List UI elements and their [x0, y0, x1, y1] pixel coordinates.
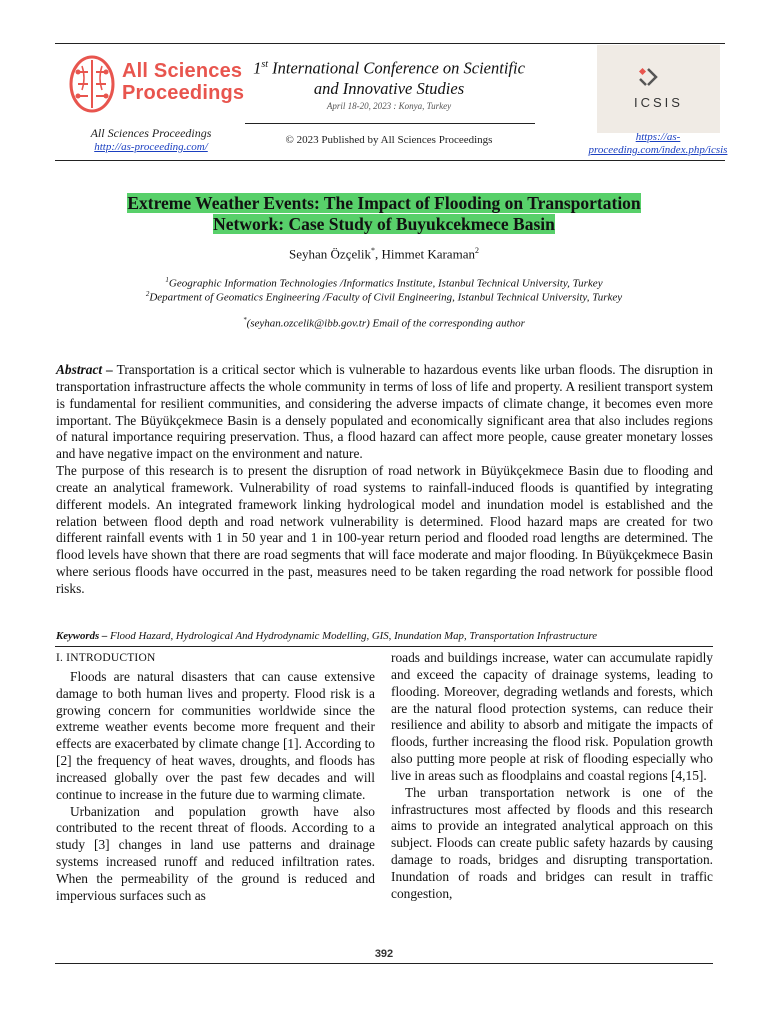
affiliation-1-mark: 1: [165, 276, 169, 284]
all-sciences-logo: [68, 54, 245, 118]
conf-title-line-2: and Innovative Studies: [313, 78, 465, 98]
affiliation-2: [56, 290, 712, 304]
header-mid-rule: [245, 123, 535, 124]
publisher-link[interactable]: http://as-proceeding.com/: [94, 141, 208, 153]
icsis-link-line-2: proceeding.com/index.php/icsis: [588, 144, 728, 156]
conf-title-line-1: International Conference on Scientific: [268, 58, 525, 78]
section-heading-introduction: I. INTRODUCTION: [56, 652, 156, 664]
conference-date: April 18-20, 2023 : Konya, Turkey: [326, 101, 452, 111]
affiliation-1-text: Geographic Information Technologies /Informatics Institute, Istanbul Technical University, Turkey: [168, 277, 603, 290]
affiliation-2-mark: 2: [145, 290, 150, 298]
conf-ordinal: 1: [253, 58, 262, 78]
conference-title: [248, 55, 530, 99]
icsis-link-line-1: https://as-: [635, 131, 681, 143]
affiliation-1: [56, 276, 712, 290]
logo-line-2: Proceedings: [122, 82, 245, 104]
icsis-label: ICSIS: [634, 95, 683, 110]
keywords: [56, 630, 713, 642]
abstract-paragraph-2: The purpose of this research is to present the disruption of road network in Büyükçekmece Basin due to flooding and create an analytical framework. Vulnerability of road systems to rainfall-induced floods is quantified by integrating different models. An integrated framework linking hydrological model and inundation model is established and the relation between flood depth and road network vulnerability is determined. Flood hazard maps are created for two different rainfall events with 1 in 50 year and 1 in 100-year return period and flooded road lengths are determined. The flood levels have shown that there are road segments that will face moderate and major flooding. In Büyükçekmece Basin where serious floods have occurred in the past, measures need to be taken regarding the road network for possible flood risks.: [56, 463, 713, 596]
author-1-mark: *: [370, 246, 375, 255]
icsis-link[interactable]: [568, 131, 748, 157]
paper-title-line-2: Network: Case Study of Buyukcekmece Basin: [213, 214, 555, 234]
page-number: 392: [374, 948, 394, 960]
abstract-paragraph-1: [56, 362, 713, 463]
intro-paragraph-3: roads and buildings increase, water can accumulate rapidly and exceed the capacity of drainage systems, leading to flooding. Moreover, degrading wetlands and forests, which are the natural flood protection systems, can reduce their resilience and ability to absorb and mitigate the impacts of floods, further increasing the flood risk. Population growth also putting more people at risk of flooding especially who live in areas such as floodplains and coastal regions [4,15].: [391, 650, 713, 783]
brain-circuit-icon: [68, 54, 118, 116]
corresponding-email: [56, 316, 712, 330]
author-2-mark: 2: [474, 246, 479, 255]
intro-paragraph-2: Urbanization and population growth have also contributed to the recent threat of floods. According to a study [3] changes in land use patterns and drainage systems increased runoff and reduced infiltration rates. When the permeability of the ground is reduced and impervious surfaces such as: [56, 803, 375, 903]
footer-rule: [55, 963, 713, 964]
author-2: , Himmet Karaman: [374, 246, 475, 262]
keywords-rule: [55, 646, 713, 647]
icsis-emblem-icon: [636, 65, 660, 89]
abstract-label: Abstract –: [56, 362, 113, 377]
paper-title-line-1: Extreme Weather Events: The Impact of Flooding on Transportation: [127, 193, 641, 213]
publisher-name: All Sciences Proceedings: [90, 126, 212, 140]
abstract-text-1: Transportation is a critical sector which is vulnerable to hazardous events like urban floods. The disruption in transportation infrastructure affects the whole community in terms of loss of life and property. A resilient transport system is fundamental for resilient communities, and considering the adverse impacts of climate change, it becomes even more important. The Büyükçekmece Basin is a densely populated and economically significant area that also includes regions of natural importance requiring preservation. Thus, a flood hazard can affect more people, cause greater monetary losses and have negative impact on the environment and nature.: [56, 362, 713, 462]
conf-ordinal-suffix: st: [261, 59, 268, 70]
abstract: [56, 362, 713, 598]
left-column: [56, 650, 375, 905]
affiliation-2-text: Department of Geomatics Engineering /Faculty of Civil Engineering, Istanbul Technical University, Turkey: [149, 291, 623, 304]
header-top-rule: [55, 43, 725, 44]
logo-wordmark: [122, 60, 244, 104]
intro-paragraph-4: The urban transportation network is one of the infrastructures most affected by floods and this research aims to provide an integrated analytical approach on this subject. Floods can create public safety hazards by causing damage to roads, bridges and disrupting transportation. Inundation of roads and bridges can result in traffic congestion,: [391, 784, 713, 901]
intro-paragraph-1: Floods are natural disasters that can cause extensive damage to both human lives and property. Flood risk is a growing concern for communities worldwide since the extreme weather events become more frequent and their effects are exacerbated by climate change [1]. According to [2] the frequency of heat waves, droughts, and floods has increased globally over the past few decades and will continue to increase in the future due to warming climate.: [56, 668, 375, 802]
copyright-notice: © 2023 Published by All Sciences Proceedings: [285, 134, 493, 146]
email-text: (seyhan.ozcelik@ibb.gov.tr) Email of the corresponding author: [246, 317, 525, 330]
keywords-text: Flood Hazard, Hydrological And Hydrodynamic Modelling, GIS, Inundation Map, Transportation Infrastructure: [107, 630, 598, 642]
paper-title: [56, 193, 712, 235]
right-column: [391, 650, 713, 903]
keywords-label: Keywords –: [56, 630, 108, 642]
icsis-logo: [597, 45, 720, 133]
author-1: Seyhan Özçelik: [289, 246, 371, 262]
header-bottom-rule: [55, 160, 725, 161]
email-mark: *: [243, 316, 247, 324]
logo-line-1: All Sciences: [122, 60, 243, 82]
author-list: [56, 246, 712, 262]
